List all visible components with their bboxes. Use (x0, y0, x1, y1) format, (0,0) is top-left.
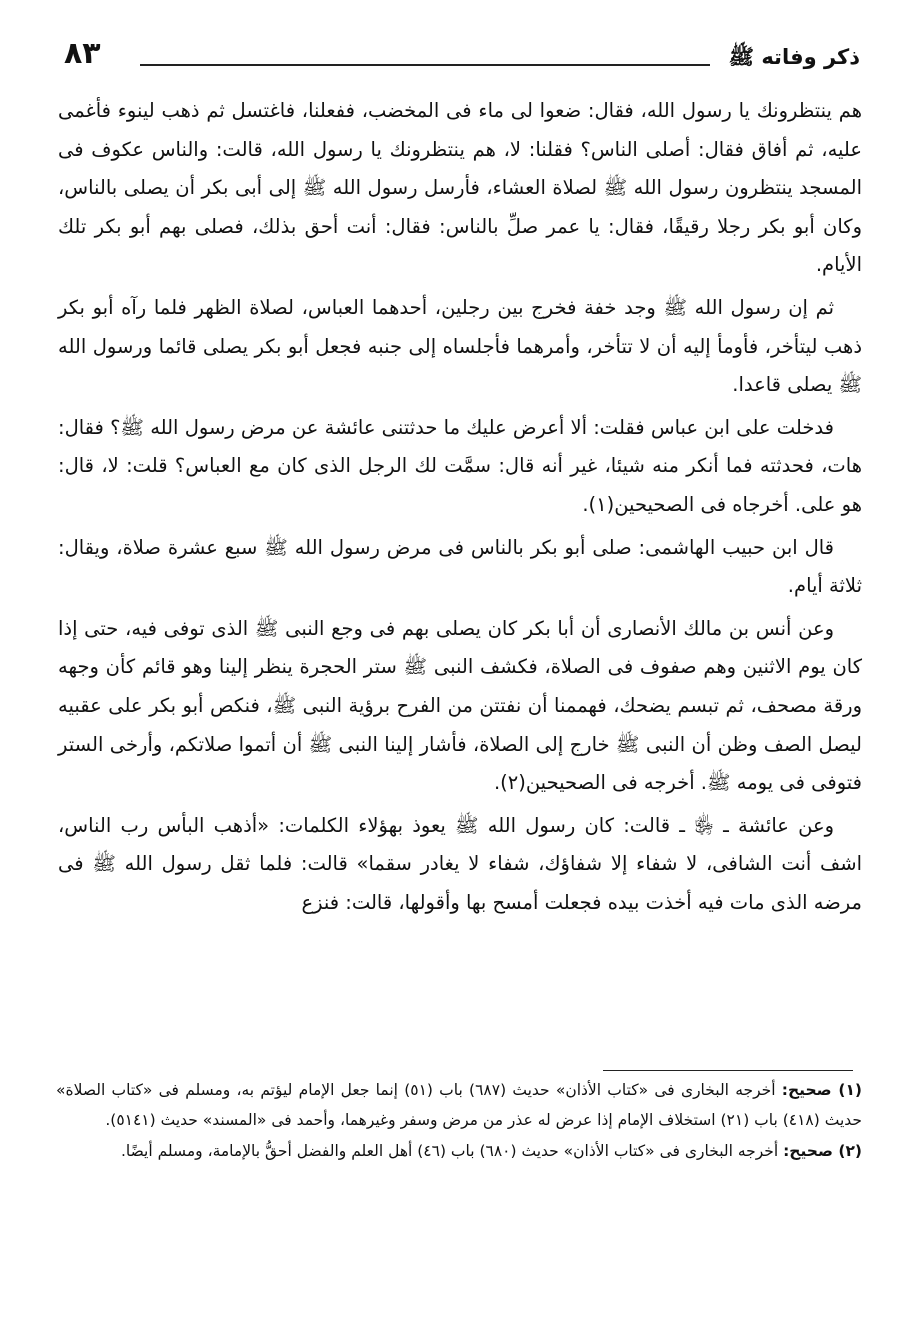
footnote-text: أخرجه البخارى فى «كتاب الأذان» حديث (٦٨٧) باب (٥١) إنما جعل الإمام ليؤتم به، ومسلم فى «كتاب الصلاة» حديث (٤١٨) باب (٢١) استخلاف الإمام إذا عرض له عذر من مرض وسفر وغيرهما، وأحمد فى «المسند» حديث (٥١٤١). (56, 1081, 862, 1129)
header-rule (140, 64, 710, 66)
main-text (58, 92, 862, 926)
footnote-text: أخرجه البخارى فى «كتاب الأذان» حديث (٦٨٠) باب (٤٦) أهل العلم والفضل أحقُّ بالإمامة، ومسلم أيضًا. (120, 1142, 779, 1160)
paragraph: وعن أنس بن مالك الأنصارى أن أبا بكر كان يصلى بهم فى وجع النبى ﷺ الذى توفى فيه، حتى إذا كان يوم الاثنين وهم صفوف فى الصلاة، فكشف النبى ﷺ ستر الحجرة ينظر إلينا وهو قائم كأن وجهه ورقة مصحف، ثم تبسم يضحك، فهممنا أن نفتتن من الفرح برؤية النبى ﷺ، فنكص أبو بكر على عقبيه ليصل الصف وظن أن النبى ﷺ خارج إلى الصلاة، فأشار إلينا النبى ﷺ أن أتموا صلاتكم، وأرخى الستر فتوفى فى يومه ﷺ. أخرجه فى الصحيحين(٢). (58, 616, 862, 795)
page-number: ٨٣ (64, 36, 101, 71)
paragraph: قال ابن حبيب الهاشمى: صلى أبو بكر بالناس فى مرض رسول الله ﷺ سبع عشرة صلاة، ويقال: ثلاثة أيام. (58, 535, 862, 598)
paragraph: فدخلت على ابن عباس فقلت: ألا أعرض عليك ما حدثتنى عائشة عن مرض رسول الله ﷺ؟ فقال: هات، فحدثته فما أنكر منه شيئا، غير أنه قال: سمَّت لك الرجل الذى كان مع العباس؟ قلت: لا، قال: هو على. أخرجاه فى الصحيحين(١). (58, 415, 862, 516)
paragraph: ثم إن رسول الله ﷺ وجد خفة فخرج بين رجلين، أحدهما العباس، لصلاة الظهر فلما رآه أبو بكر ذهب ليتأخر، فأومأ إليه أن لا تتأخر، وأمرهما فأجلساه إلى جنبه فجعل أبو بكر يصلى قائما ورسول الله ﷺ يصلى قاعدا. (58, 295, 862, 397)
footnote-separator (603, 1070, 853, 1071)
footnotes (56, 1076, 862, 1169)
footnote (56, 1076, 862, 1135)
paragraph: هم ينتظرونك يا رسول الله، فقال: ضعوا لى ماء فى المخضب، ففعلنا، فاغتسل ثم ذهب لينوء فأغمى عليه، ثم أفاق فقال: أصلى الناس؟ فقلنا: لا، هم ينتظرونك يا رسول الله، قالت: والناس عكوف فى المسجد ينتظرون رسول الله ﷺ لصلاة العشاء، فأرسل رسول الله ﷺ إلى أبى بكر أن يصلى بالناس، وكان أبو بكر رجلا رقيقًا، فقال: يا عمر صلِّ بالناس: فقال: أنت أحق بذلك، فصلى بهم أبو بكر تلك الأيام. (58, 99, 862, 277)
footnote-label: (١) صحيح: (781, 1081, 862, 1099)
footnote-label: (٢) صحيح: (783, 1142, 862, 1160)
running-title: ذكر وفاته ﷺ (728, 45, 860, 69)
footnote (56, 1137, 862, 1167)
page-header (60, 34, 860, 94)
paragraph: وعن عائشة ـ ﵂ ـ قالت: كان رسول الله ﷺ يعوذ بهؤلاء الكلمات: «أذهب البأس رب الناس، اشف أنت الشافى، لا شفاء إلا شفاؤك، شفاء لا يغادر سقما» قالت: فلما ثقل رسول الله ﷺ فى مرضه الذى مات فيه أخذت بيده فجعلت أمسح بها وأقولها، قالت: فنزع (58, 813, 862, 914)
